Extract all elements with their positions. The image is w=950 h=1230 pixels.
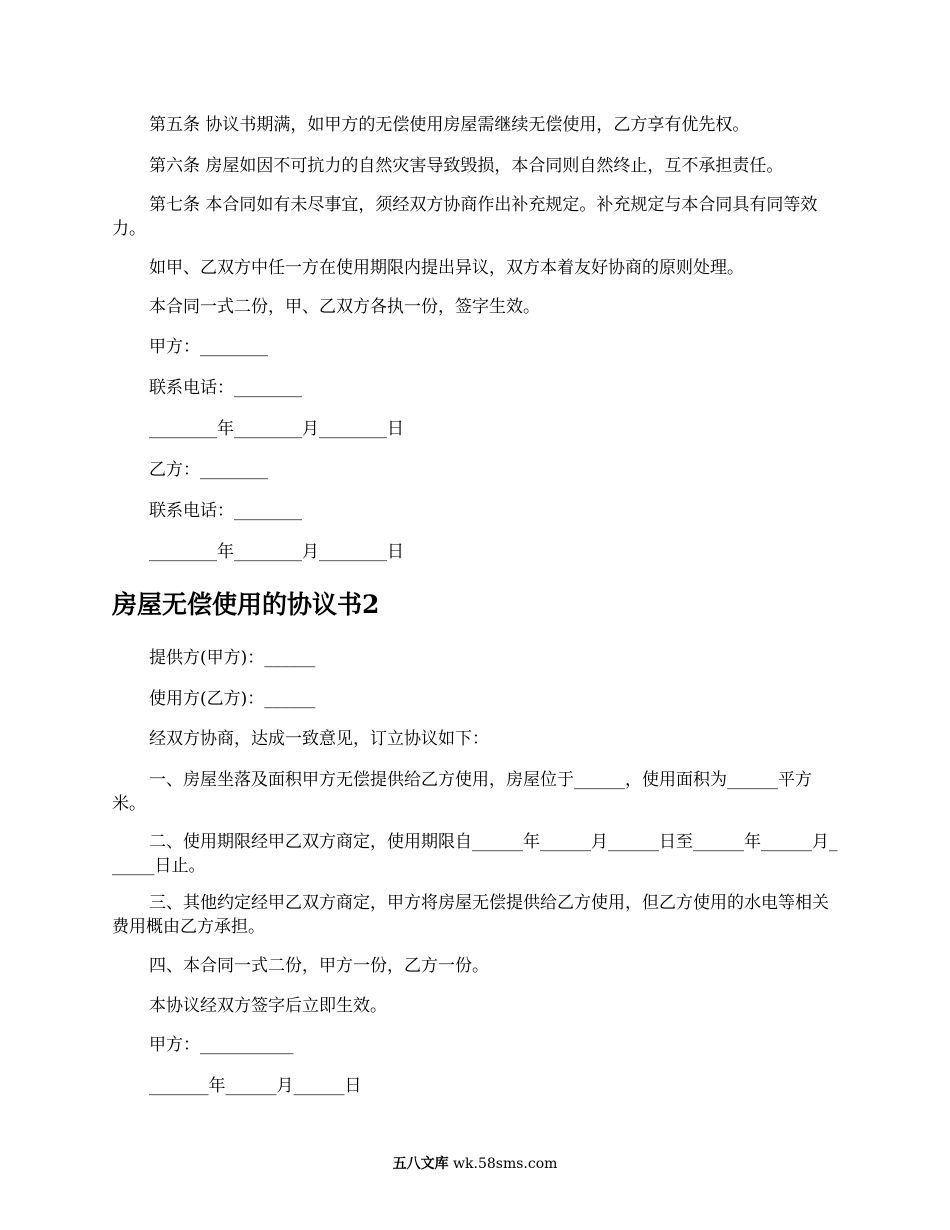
article-location-area: 一、房屋坐落及面积甲方无偿提供给乙方使用，房屋位于______，使用面积为______平方米。 bbox=[112, 770, 812, 814]
agreement-intro: 经双方协商，达成一致意见，订立协议如下： bbox=[149, 729, 489, 749]
user-party-b: 使用方(乙方)：______ bbox=[149, 689, 316, 709]
party-a-signature-2: 甲方：___________ bbox=[149, 1035, 294, 1055]
footer-url: wk.58sms.com bbox=[453, 1156, 558, 1172]
footer-brand: 五八文库 bbox=[392, 1156, 449, 1172]
article-copies: 四、本合同一式二份，甲方一份，乙方一份。 bbox=[149, 956, 489, 976]
signature-date-2: _______年______月______日 bbox=[149, 1076, 362, 1096]
footer-watermark bbox=[0, 1154, 950, 1174]
clause-5: 第五条 协议书期满，如甲方的无偿使用房屋需继续无偿使用，乙方享有优先权。 bbox=[149, 115, 750, 135]
dispute-clause: 如甲、乙双方中任一方在使用期限内提出异议，双方本着友好协商的原则处理。 bbox=[149, 258, 744, 278]
party-b-date: ________年________月________日 bbox=[149, 542, 404, 562]
section-heading: 房屋无偿使用的协议书2 bbox=[112, 590, 380, 619]
party-b-phone: 联系电话：________ bbox=[149, 501, 302, 521]
article-usage-period: 二、使用期限经甲乙双方商定，使用期限自______年______月______日至______年______月______日止。 bbox=[112, 832, 838, 876]
party-a-phone: 联系电话：________ bbox=[149, 378, 302, 398]
copies-clause: 本合同一式二份，甲、乙双方各执一份，签字生效。 bbox=[149, 297, 540, 317]
party-b-signature: 乙方：________ bbox=[149, 460, 268, 480]
clause-7: 第七条 本合同如有未尽事宜，须经双方协商作出补充规定。补充规定与本合同具有同等效力。 bbox=[112, 195, 818, 239]
party-a-date: ________年________月________日 bbox=[149, 419, 404, 439]
article-other-terms: 三、其他约定经甲乙双方商定，甲方将房屋无偿提供给乙方使用，但乙方使用的水电等相关费用概由乙方承担。 bbox=[112, 893, 829, 937]
clause-6: 第六条 房屋如因不可抗力的自然灾害导致毁损，本合同则自然终止，互不承担责任。 bbox=[149, 156, 784, 176]
party-a-signature: 甲方：________ bbox=[149, 337, 268, 357]
provider-party-a: 提供方(甲方)：______ bbox=[149, 648, 316, 668]
effective-clause: 本协议经双方签字后立即生效。 bbox=[149, 996, 387, 1016]
